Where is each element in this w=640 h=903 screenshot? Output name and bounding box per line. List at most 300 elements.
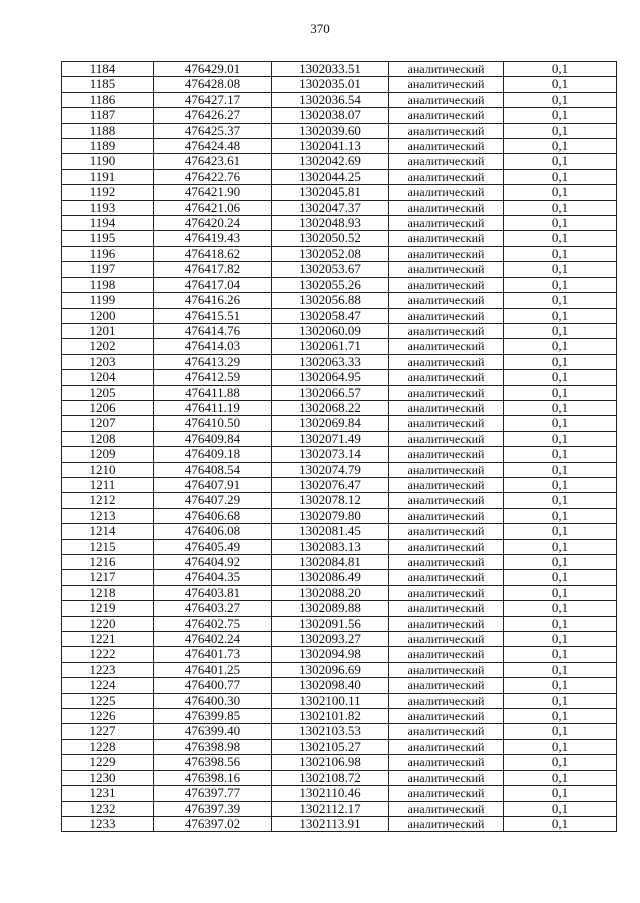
table-row [62, 231, 617, 246]
y-coordinate-cell: 1302052.08 [272, 246, 389, 261]
x-coordinate-cell: 476424.48 [154, 139, 272, 154]
point-number-cell: 1229 [62, 755, 154, 770]
point-number-cell: 1217 [62, 570, 154, 585]
accuracy-cell: 0,1 [504, 601, 617, 616]
x-coordinate-cell: 476402.75 [154, 616, 272, 631]
x-coordinate-cell: 476398.16 [154, 770, 272, 785]
table-row [62, 431, 617, 446]
table-row [62, 570, 617, 585]
y-coordinate-cell: 1302038.07 [272, 108, 389, 123]
y-coordinate-cell: 1302089.88 [272, 601, 389, 616]
point-number-cell: 1227 [62, 724, 154, 739]
y-coordinate-cell: 1302063.33 [272, 354, 389, 369]
accuracy-cell: 0,1 [504, 678, 617, 693]
table-row [62, 477, 617, 492]
x-coordinate-cell: 476418.62 [154, 246, 272, 261]
accuracy-cell: 0,1 [504, 216, 617, 231]
method-cell: аналитический [389, 477, 504, 492]
method-cell: аналитический [389, 92, 504, 107]
method-cell: аналитический [389, 308, 504, 323]
method-cell: аналитический [389, 154, 504, 169]
point-number-cell: 1195 [62, 231, 154, 246]
method-cell: аналитический [389, 447, 504, 462]
point-number-cell: 1190 [62, 154, 154, 169]
x-coordinate-cell: 476410.50 [154, 416, 272, 431]
accuracy-cell: 0,1 [504, 154, 617, 169]
y-coordinate-cell: 1302088.20 [272, 585, 389, 600]
x-coordinate-cell: 476414.03 [154, 339, 272, 354]
point-number-cell: 1226 [62, 709, 154, 724]
accuracy-cell: 0,1 [504, 308, 617, 323]
accuracy-cell: 0,1 [504, 508, 617, 523]
point-number-cell: 1202 [62, 339, 154, 354]
y-coordinate-cell: 1302056.88 [272, 293, 389, 308]
method-cell: аналитический [389, 246, 504, 261]
table-row [62, 709, 617, 724]
accuracy-cell: 0,1 [504, 801, 617, 816]
table-row [62, 755, 617, 770]
accuracy-cell: 0,1 [504, 416, 617, 431]
point-number-cell: 1222 [62, 647, 154, 662]
page-number: 370 [310, 21, 330, 36]
accuracy-cell: 0,1 [504, 431, 617, 446]
table-row [62, 555, 617, 570]
table-row [62, 262, 617, 277]
accuracy-cell: 0,1 [504, 447, 617, 462]
accuracy-cell: 0,1 [504, 816, 617, 831]
x-coordinate-cell: 476398.56 [154, 755, 272, 770]
method-cell: аналитический [389, 693, 504, 708]
x-coordinate-cell: 476409.84 [154, 431, 272, 446]
point-number-cell: 1233 [62, 816, 154, 831]
accuracy-cell: 0,1 [504, 647, 617, 662]
point-number-cell: 1228 [62, 739, 154, 754]
x-coordinate-cell: 476420.24 [154, 216, 272, 231]
accuracy-cell: 0,1 [504, 462, 617, 477]
table-row [62, 462, 617, 477]
point-number-cell: 1220 [62, 616, 154, 631]
method-cell: аналитический [389, 801, 504, 816]
point-number-cell: 1197 [62, 262, 154, 277]
point-number-cell: 1203 [62, 354, 154, 369]
table-row [62, 339, 617, 354]
table-row [62, 154, 617, 169]
method-cell: аналитический [389, 724, 504, 739]
point-number-cell: 1186 [62, 92, 154, 107]
table-row [62, 92, 617, 107]
table-row [62, 693, 617, 708]
point-number-cell: 1201 [62, 323, 154, 338]
table-row [62, 77, 617, 92]
table-row [62, 585, 617, 600]
accuracy-cell: 0,1 [504, 539, 617, 554]
x-coordinate-cell: 476407.91 [154, 477, 272, 492]
table-row [62, 724, 617, 739]
point-number-cell: 1206 [62, 400, 154, 415]
x-coordinate-cell: 476401.25 [154, 662, 272, 677]
method-cell: аналитический [389, 816, 504, 831]
y-coordinate-cell: 1302044.25 [272, 169, 389, 184]
table-row [62, 62, 617, 77]
point-number-cell: 1221 [62, 632, 154, 647]
accuracy-cell: 0,1 [504, 477, 617, 492]
accuracy-cell: 0,1 [504, 770, 617, 785]
y-coordinate-cell: 1302053.67 [272, 262, 389, 277]
method-cell: аналитический [389, 786, 504, 801]
method-cell: аналитический [389, 770, 504, 785]
accuracy-cell: 0,1 [504, 400, 617, 415]
method-cell: аналитический [389, 662, 504, 677]
x-coordinate-cell: 476421.90 [154, 185, 272, 200]
table-row [62, 400, 617, 415]
point-number-cell: 1209 [62, 447, 154, 462]
accuracy-cell: 0,1 [504, 585, 617, 600]
point-number-cell: 1224 [62, 678, 154, 693]
method-cell: аналитический [389, 616, 504, 631]
accuracy-cell: 0,1 [504, 246, 617, 261]
y-coordinate-cell: 1302047.37 [272, 200, 389, 215]
table-row [62, 323, 617, 338]
y-coordinate-cell: 1302084.81 [272, 555, 389, 570]
y-coordinate-cell: 1302060.09 [272, 323, 389, 338]
point-number-cell: 1210 [62, 462, 154, 477]
table-row [62, 216, 617, 231]
table-row [62, 447, 617, 462]
y-coordinate-cell: 1302069.84 [272, 416, 389, 431]
y-coordinate-cell: 1302094.98 [272, 647, 389, 662]
point-number-cell: 1214 [62, 524, 154, 539]
accuracy-cell: 0,1 [504, 277, 617, 292]
table-body [62, 62, 617, 832]
y-coordinate-cell: 1302083.13 [272, 539, 389, 554]
x-coordinate-cell: 476406.08 [154, 524, 272, 539]
method-cell: аналитический [389, 755, 504, 770]
method-cell: аналитический [389, 62, 504, 77]
point-number-cell: 1200 [62, 308, 154, 323]
x-coordinate-cell: 476404.35 [154, 570, 272, 585]
method-cell: аналитический [389, 169, 504, 184]
table-row [62, 770, 617, 785]
x-coordinate-cell: 476421.06 [154, 200, 272, 215]
y-coordinate-cell: 1302045.81 [272, 185, 389, 200]
accuracy-cell: 0,1 [504, 709, 617, 724]
x-coordinate-cell: 476423.61 [154, 154, 272, 169]
y-coordinate-cell: 1302042.69 [272, 154, 389, 169]
table-row [62, 662, 617, 677]
x-coordinate-cell: 476427.17 [154, 92, 272, 107]
x-coordinate-cell: 476408.54 [154, 462, 272, 477]
point-number-cell: 1193 [62, 200, 154, 215]
coordinates-table [61, 61, 617, 832]
method-cell: аналитический [389, 462, 504, 477]
method-cell: аналитический [389, 123, 504, 138]
y-coordinate-cell: 1302076.47 [272, 477, 389, 492]
table-row [62, 493, 617, 508]
accuracy-cell: 0,1 [504, 262, 617, 277]
x-coordinate-cell: 476407.29 [154, 493, 272, 508]
point-number-cell: 1219 [62, 601, 154, 616]
accuracy-cell: 0,1 [504, 662, 617, 677]
y-coordinate-cell: 1302078.12 [272, 493, 389, 508]
point-number-cell: 1204 [62, 370, 154, 385]
x-coordinate-cell: 476404.92 [154, 555, 272, 570]
method-cell: аналитический [389, 493, 504, 508]
x-coordinate-cell: 476397.77 [154, 786, 272, 801]
accuracy-cell: 0,1 [504, 200, 617, 215]
accuracy-cell: 0,1 [504, 169, 617, 184]
accuracy-cell: 0,1 [504, 493, 617, 508]
y-coordinate-cell: 1302112.17 [272, 801, 389, 816]
method-cell: аналитический [389, 262, 504, 277]
method-cell: аналитический [389, 400, 504, 415]
x-coordinate-cell: 476415.51 [154, 308, 272, 323]
method-cell: аналитический [389, 108, 504, 123]
table-row [62, 185, 617, 200]
accuracy-cell: 0,1 [504, 755, 617, 770]
point-number-cell: 1184 [62, 62, 154, 77]
x-coordinate-cell: 476397.02 [154, 816, 272, 831]
accuracy-cell: 0,1 [504, 185, 617, 200]
accuracy-cell: 0,1 [504, 739, 617, 754]
x-coordinate-cell: 476405.49 [154, 539, 272, 554]
accuracy-cell: 0,1 [504, 123, 617, 138]
y-coordinate-cell: 1302079.80 [272, 508, 389, 523]
y-coordinate-cell: 1302105.27 [272, 739, 389, 754]
method-cell: аналитический [389, 585, 504, 600]
point-number-cell: 1205 [62, 385, 154, 400]
y-coordinate-cell: 1302061.71 [272, 339, 389, 354]
method-cell: аналитический [389, 555, 504, 570]
accuracy-cell: 0,1 [504, 339, 617, 354]
x-coordinate-cell: 476425.37 [154, 123, 272, 138]
method-cell: аналитический [389, 277, 504, 292]
y-coordinate-cell: 1302041.13 [272, 139, 389, 154]
method-cell: аналитический [389, 632, 504, 647]
y-coordinate-cell: 1302036.54 [272, 92, 389, 107]
x-coordinate-cell: 476422.76 [154, 169, 272, 184]
method-cell: аналитический [389, 339, 504, 354]
table-row [62, 616, 617, 631]
point-number-cell: 1223 [62, 662, 154, 677]
accuracy-cell: 0,1 [504, 62, 617, 77]
y-coordinate-cell: 1302050.52 [272, 231, 389, 246]
y-coordinate-cell: 1302066.57 [272, 385, 389, 400]
y-coordinate-cell: 1302096.69 [272, 662, 389, 677]
table-row [62, 246, 617, 261]
x-coordinate-cell: 476399.40 [154, 724, 272, 739]
table-row [62, 539, 617, 554]
x-coordinate-cell: 476416.26 [154, 293, 272, 308]
table-row [62, 123, 617, 138]
table-row [62, 739, 617, 754]
x-coordinate-cell: 476411.19 [154, 400, 272, 415]
table-row [62, 786, 617, 801]
x-coordinate-cell: 476414.76 [154, 323, 272, 338]
table-row [62, 277, 617, 292]
accuracy-cell: 0,1 [504, 77, 617, 92]
accuracy-cell: 0,1 [504, 92, 617, 107]
y-coordinate-cell: 1302113.91 [272, 816, 389, 831]
y-coordinate-cell: 1302108.72 [272, 770, 389, 785]
method-cell: аналитический [389, 678, 504, 693]
point-number-cell: 1215 [62, 539, 154, 554]
point-number-cell: 1232 [62, 801, 154, 816]
method-cell: аналитический [389, 231, 504, 246]
table-row [62, 801, 617, 816]
x-coordinate-cell: 476398.98 [154, 739, 272, 754]
accuracy-cell: 0,1 [504, 385, 617, 400]
point-number-cell: 1230 [62, 770, 154, 785]
accuracy-cell: 0,1 [504, 524, 617, 539]
method-cell: аналитический [389, 508, 504, 523]
y-coordinate-cell: 1302048.93 [272, 216, 389, 231]
point-number-cell: 1212 [62, 493, 154, 508]
y-coordinate-cell: 1302073.14 [272, 447, 389, 462]
accuracy-cell: 0,1 [504, 139, 617, 154]
y-coordinate-cell: 1302098.40 [272, 678, 389, 693]
table-row [62, 139, 617, 154]
x-coordinate-cell: 476401.73 [154, 647, 272, 662]
table-row [62, 200, 617, 215]
accuracy-cell: 0,1 [504, 293, 617, 308]
x-coordinate-cell: 476426.27 [154, 108, 272, 123]
y-coordinate-cell: 1302058.47 [272, 308, 389, 323]
point-number-cell: 1207 [62, 416, 154, 431]
accuracy-cell: 0,1 [504, 231, 617, 246]
method-cell: аналитический [389, 323, 504, 338]
point-number-cell: 1192 [62, 185, 154, 200]
x-coordinate-cell: 476413.29 [154, 354, 272, 369]
y-coordinate-cell: 1302074.79 [272, 462, 389, 477]
table-row [62, 601, 617, 616]
point-number-cell: 1213 [62, 508, 154, 523]
point-number-cell: 1187 [62, 108, 154, 123]
y-coordinate-cell: 1302064.95 [272, 370, 389, 385]
method-cell: аналитический [389, 739, 504, 754]
method-cell: аналитический [389, 139, 504, 154]
accuracy-cell: 0,1 [504, 323, 617, 338]
method-cell: аналитический [389, 539, 504, 554]
method-cell: аналитический [389, 524, 504, 539]
x-coordinate-cell: 476403.27 [154, 601, 272, 616]
x-coordinate-cell: 476412.59 [154, 370, 272, 385]
point-number-cell: 1216 [62, 555, 154, 570]
y-coordinate-cell: 1302039.60 [272, 123, 389, 138]
method-cell: аналитический [389, 293, 504, 308]
x-coordinate-cell: 476397.39 [154, 801, 272, 816]
x-coordinate-cell: 476406.68 [154, 508, 272, 523]
accuracy-cell: 0,1 [504, 693, 617, 708]
y-coordinate-cell: 1302055.26 [272, 277, 389, 292]
point-number-cell: 1188 [62, 123, 154, 138]
y-coordinate-cell: 1302091.56 [272, 616, 389, 631]
y-coordinate-cell: 1302106.98 [272, 755, 389, 770]
table-row [62, 508, 617, 523]
point-number-cell: 1198 [62, 277, 154, 292]
table-row [62, 308, 617, 323]
accuracy-cell: 0,1 [504, 724, 617, 739]
point-number-cell: 1211 [62, 477, 154, 492]
x-coordinate-cell: 476399.85 [154, 709, 272, 724]
method-cell: аналитический [389, 601, 504, 616]
table-row [62, 385, 617, 400]
table-row [62, 647, 617, 662]
point-number-cell: 1199 [62, 293, 154, 308]
table-row [62, 370, 617, 385]
point-number-cell: 1231 [62, 786, 154, 801]
accuracy-cell: 0,1 [504, 570, 617, 585]
x-coordinate-cell: 476428.08 [154, 77, 272, 92]
point-number-cell: 1218 [62, 585, 154, 600]
y-coordinate-cell: 1302086.49 [272, 570, 389, 585]
y-coordinate-cell: 1302101.82 [272, 709, 389, 724]
x-coordinate-cell: 476409.18 [154, 447, 272, 462]
x-coordinate-cell: 476402.24 [154, 632, 272, 647]
x-coordinate-cell: 476417.04 [154, 277, 272, 292]
y-coordinate-cell: 1302100.11 [272, 693, 389, 708]
table-row [62, 354, 617, 369]
accuracy-cell: 0,1 [504, 616, 617, 631]
method-cell: аналитический [389, 709, 504, 724]
x-coordinate-cell: 476400.30 [154, 693, 272, 708]
method-cell: аналитический [389, 185, 504, 200]
point-number-cell: 1208 [62, 431, 154, 446]
method-cell: аналитический [389, 200, 504, 215]
accuracy-cell: 0,1 [504, 108, 617, 123]
accuracy-cell: 0,1 [504, 632, 617, 647]
y-coordinate-cell: 1302071.49 [272, 431, 389, 446]
table-row [62, 416, 617, 431]
method-cell: аналитический [389, 354, 504, 369]
x-coordinate-cell: 476417.82 [154, 262, 272, 277]
accuracy-cell: 0,1 [504, 786, 617, 801]
method-cell: аналитический [389, 77, 504, 92]
y-coordinate-cell: 1302033.51 [272, 62, 389, 77]
y-coordinate-cell: 1302035.01 [272, 77, 389, 92]
table-row [62, 678, 617, 693]
y-coordinate-cell: 1302110.46 [272, 786, 389, 801]
accuracy-cell: 0,1 [504, 370, 617, 385]
table-row [62, 293, 617, 308]
method-cell: аналитический [389, 370, 504, 385]
point-number-cell: 1185 [62, 77, 154, 92]
x-coordinate-cell: 476403.81 [154, 585, 272, 600]
x-coordinate-cell: 476400.77 [154, 678, 272, 693]
point-number-cell: 1196 [62, 246, 154, 261]
y-coordinate-cell: 1302081.45 [272, 524, 389, 539]
table-row [62, 108, 617, 123]
method-cell: аналитический [389, 570, 504, 585]
method-cell: аналитический [389, 647, 504, 662]
x-coordinate-cell: 476429.01 [154, 62, 272, 77]
table-row [62, 632, 617, 647]
table-row [62, 524, 617, 539]
method-cell: аналитический [389, 431, 504, 446]
point-number-cell: 1194 [62, 216, 154, 231]
accuracy-cell: 0,1 [504, 354, 617, 369]
y-coordinate-cell: 1302093.27 [272, 632, 389, 647]
x-coordinate-cell: 476419.43 [154, 231, 272, 246]
x-coordinate-cell: 476411.88 [154, 385, 272, 400]
y-coordinate-cell: 1302103.53 [272, 724, 389, 739]
point-number-cell: 1225 [62, 693, 154, 708]
point-number-cell: 1191 [62, 169, 154, 184]
method-cell: аналитический [389, 416, 504, 431]
point-number-cell: 1189 [62, 139, 154, 154]
accuracy-cell: 0,1 [504, 555, 617, 570]
method-cell: аналитический [389, 216, 504, 231]
table-row [62, 169, 617, 184]
